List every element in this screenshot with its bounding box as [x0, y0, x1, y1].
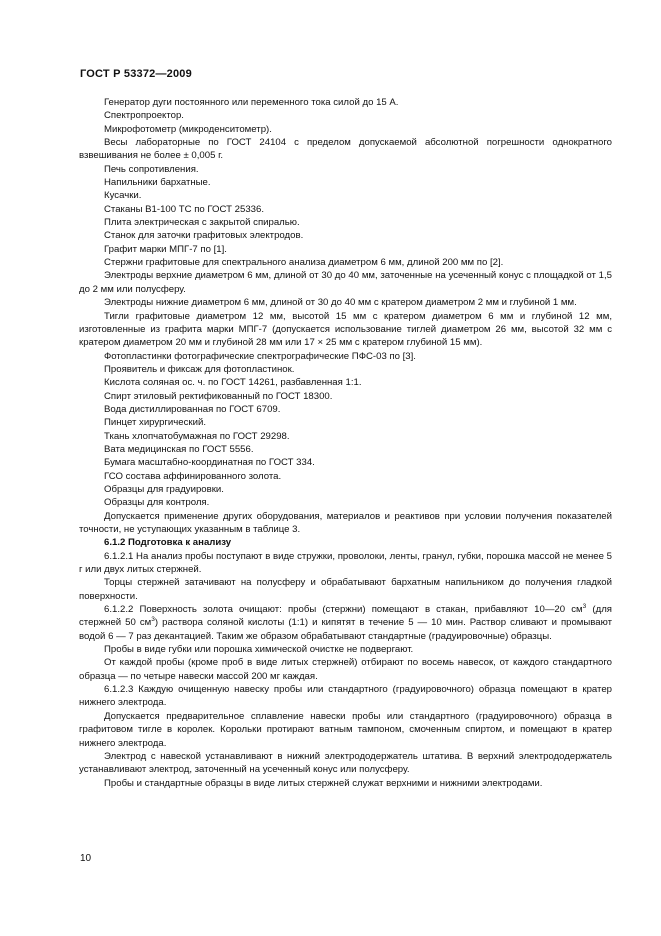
paragraph: Пробы в виде губки или порошка химической очистке не подвергают.: [104, 644, 414, 656]
paragraph: Станок для заточки графитовых электродов.: [104, 230, 304, 242]
text-run: (для стержней 50 см: [79, 604, 612, 629]
paragraph: Плита электрическая с закрытой спиралью.: [104, 217, 300, 229]
paragraph: ГСО состава аффинированного золота.: [104, 470, 282, 482]
paragraph: Генератор дуги постоянного или переменного тока силой до 15 А.: [104, 97, 399, 108]
paragraph: Электроды верхние диаметром 6 мм, длиной от 30 до 40 мм, заточенные на усеченный конус с площадкой от 1,5 до 2 мм или полусферу.: [79, 270, 612, 295]
paragraph: Печь сопротивления.: [104, 163, 199, 175]
paragraph: Фотопластинки фотографические спектрографические ПФС-03 по [3].: [104, 350, 416, 362]
paragraph: Образцы для контроля.: [104, 497, 210, 509]
paragraph: От каждой пробы (кроме проб в виде литых стержней) отбирают по восемь навесок, от каждого стандартного образца — по четыре навески массой 200 мг каждая.: [79, 657, 612, 682]
paragraph: Напильники бархатные.: [104, 177, 211, 189]
paragraph: Электрод с навеской устанавливают в нижний электрододержатель штатива. В верхний электрододержатель устанавливают электрод, заточенный на усеченный конус или полусферу.: [79, 750, 612, 776]
paragraph: Проявитель и фиксаж для фотопластинок.: [104, 363, 295, 375]
superscript: 3: [582, 603, 587, 611]
document-header: ГОСТ Р 53372—2009: [80, 68, 192, 80]
text-run: ) раствора соляной кислоты (1:1) и кипятят в течение 5 — 10 мин. Раствор сливают и промывают водой 6 — 7 раз декантацией. Таким же образом обрабатывают стандартные (градуировочные) образцы.: [79, 617, 613, 642]
paragraph-with-superscripts: [79, 603, 612, 643]
document-body: [79, 96, 612, 790]
paragraph: Допускается применение других оборудования, материалов и реактивов при условии получения показателей точности, не уступающих указанным в таблице 3.: [79, 510, 612, 535]
paragraph: Спектропроектор.: [104, 110, 184, 122]
paragraph: Стаканы В1-100 ТС по ГОСТ 25336.: [104, 203, 265, 215]
paragraph: Торцы стержней затачивают на полусферу и обрабатывают бархатным напильником до получения гладкой поверхности.: [79, 577, 612, 602]
paragraph: Пинцет хирургический.: [104, 417, 206, 429]
paragraph: Тигли графитовые диаметром 12 мм, высотой 15 мм с кратером диаметром 6 мм и глубиной 12 мм, изготовленные из графита марки МПГ-7 (допускается использование тиглей диаметром 26 мм, высотой 32 мм с кратером диаметром 20 мм и глубиной 28 мм или 17 × 25 мм с кратером глубиной 15 мм).: [79, 310, 612, 349]
section-heading: 6.1.2 Подготовка к анализу: [104, 537, 232, 549]
paragraph: Ткань хлопчатобумажная по ГОСТ 29298.: [104, 430, 290, 442]
paragraph: Кусачки.: [104, 190, 142, 202]
paragraph: Кислота соляная ос. ч. по ГОСТ 14261, разбавленная 1:1.: [104, 377, 362, 389]
paragraph: Микрофотометр (микроденситометр).: [104, 123, 272, 135]
paragraph: 6.1.2.1 На анализ пробы поступают в виде стружки, проволоки, ленты, гранул, губки, порошка массой не менее 5 г или двух литых стержней.: [79, 550, 612, 576]
paragraph: Электроды нижние диаметром 6 мм, длиной от 30 до 40 мм с кратером диаметром 2 мм и глубиной 1 мм.: [104, 297, 577, 309]
paragraph: Пробы и стандартные образцы в виде литых стержней служат верхними и нижними электродами.: [104, 777, 543, 789]
page-number: 10: [80, 853, 92, 864]
superscript: 3: [151, 616, 155, 624]
paragraph: Образцы для градуировки.: [104, 483, 224, 495]
paragraph: Бумага масштабно-координатная по ГОСТ 334.: [104, 457, 315, 469]
paragraph: Весы лабораторные по ГОСТ 24104 с пределом допускаемой абсолютной погрешности однократного взвешивания не более ± 0,005 г.: [79, 137, 612, 162]
paragraph: Допускается предварительное сплавление навески пробы или стандартного (градуировочного) образца в графитовом тигле в королек. Корольки протирают ватным тампоном, смоченным спиртом, и помещают в кратер нижнего электрода.: [79, 710, 612, 749]
paragraph: Вата медицинская по ГОСТ 5556.: [104, 443, 254, 455]
text-run: 6.1.2.2 Поверхность золота очищают: пробы (стержни) помещают в стакан, прибавляют 10—20 см: [104, 604, 583, 616]
paragraph: 6.1.2.3 Каждую очищенную навеску пробы или стандартного (градуировочного) образца помещают в кратер нижнего электрода.: [79, 684, 612, 709]
paragraph: Вода дистиллированная по ГОСТ 6709.: [104, 403, 281, 415]
paragraph: Спирт этиловый ректификованный по ГОСТ 18300.: [104, 390, 333, 402]
paragraph: Графит марки МПГ-7 по [1].: [104, 243, 227, 255]
paragraph: Стержни графитовые для спектрального анализа диаметром 6 мм, длиной 200 мм по [2].: [104, 257, 504, 269]
